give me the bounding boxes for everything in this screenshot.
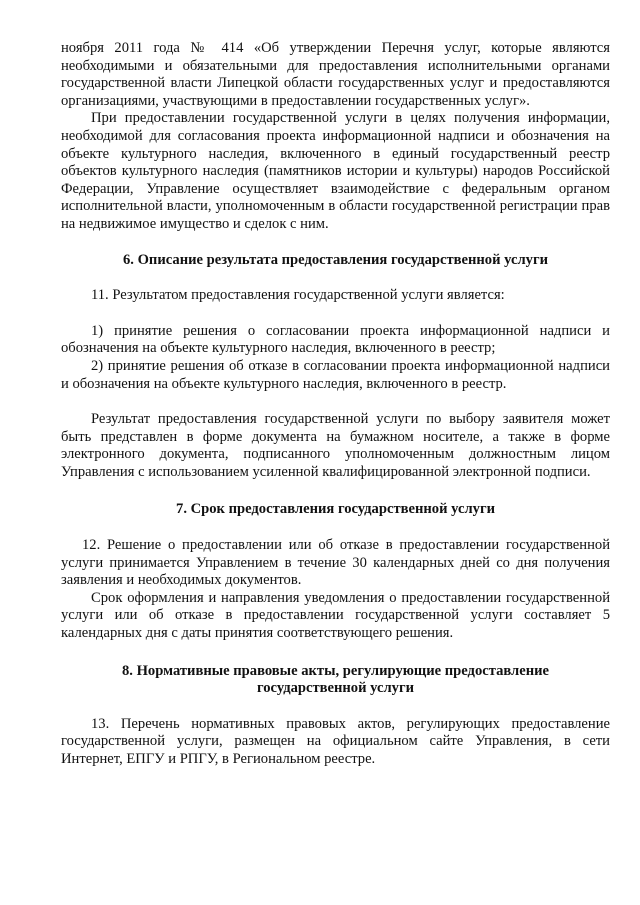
paragraph-continuation: ноября 2011 года № 414 «Об утверждении Перечня услуг, которые являются необходимыми и обязательными для предоставления исполнительными органами государственной власти Липецкой области государственных услуг и предоставляются организациями, участвующими в предоставлении государственных услуг».	[61, 40, 610, 109]
section-8-heading: 8. Нормативные правовые акты, регулирующие предоставление государственной услуги	[121, 662, 550, 697]
paragraph-11: 11. Результатом предоставления государственной услуги является:	[91, 287, 505, 304]
paragraph-13: 13. Перечень нормативных правовых актов, регулирующих предоставление государственной услуги, размещен на официальном сайте Управления, в сети Интернет, ЕПГУ и РПГУ, в Региональном реестре.	[61, 715, 610, 767]
paragraph-12: 12. Решение о предоставлении или об отказе в предоставлении государственной услуги принимается Управлением в течение 30 календарных дней со дня получения заявления и необходимых документов.	[61, 537, 610, 589]
paragraph-12-notice: Срок оформления и направления уведомления о предоставлении государственной услуги или об отказе в предоставлении государственной услуги составляет 5 календарных дня с даты принятия соответствующего решения.	[61, 589, 610, 642]
section-7-heading: 7. Срок предоставления государственной услуги	[176, 501, 495, 518]
section-6-heading: 6. Описание результата предоставления государственной услуги	[122, 251, 548, 268]
paragraph-interaction: При предоставлении государственной услуги в целях получения информации, необходимой для согласования проекта информационной надписи и обозначения на объекте культурного наследия, включенного в единый государственный реестр объектов культурного наследия (памятников истории и культуры) народов Российской Федерации, Управление осуществляет взаимодействие с федеральным органом исполнительной власти, уполномоченным в области государственной регистрации прав на недвижимое имущество и сделок с ним.	[61, 110, 610, 232]
document-page	[61, 40, 610, 769]
paragraph-11-item-2: 2) принятие решения об отказе в согласовании проекта информационной надписи и обозначения на объекте культурного наследия, включенного в реестр.	[61, 357, 610, 392]
paragraph-11-item-1: 1) принятие решения о согласовании проекта информационной надписи и обозначения на объекте культурного наследия, включенного в реестр;	[61, 322, 610, 357]
paragraph-result-form: Результат предоставления государственной услуги по выбору заявителя может быть представлен в форме документа на бумажном носителе, а также в форме электронного документа, подписанного уполномоченным должностным лицом Управления с использованием усиленной квалифицированной электронной подписи.	[61, 411, 610, 480]
